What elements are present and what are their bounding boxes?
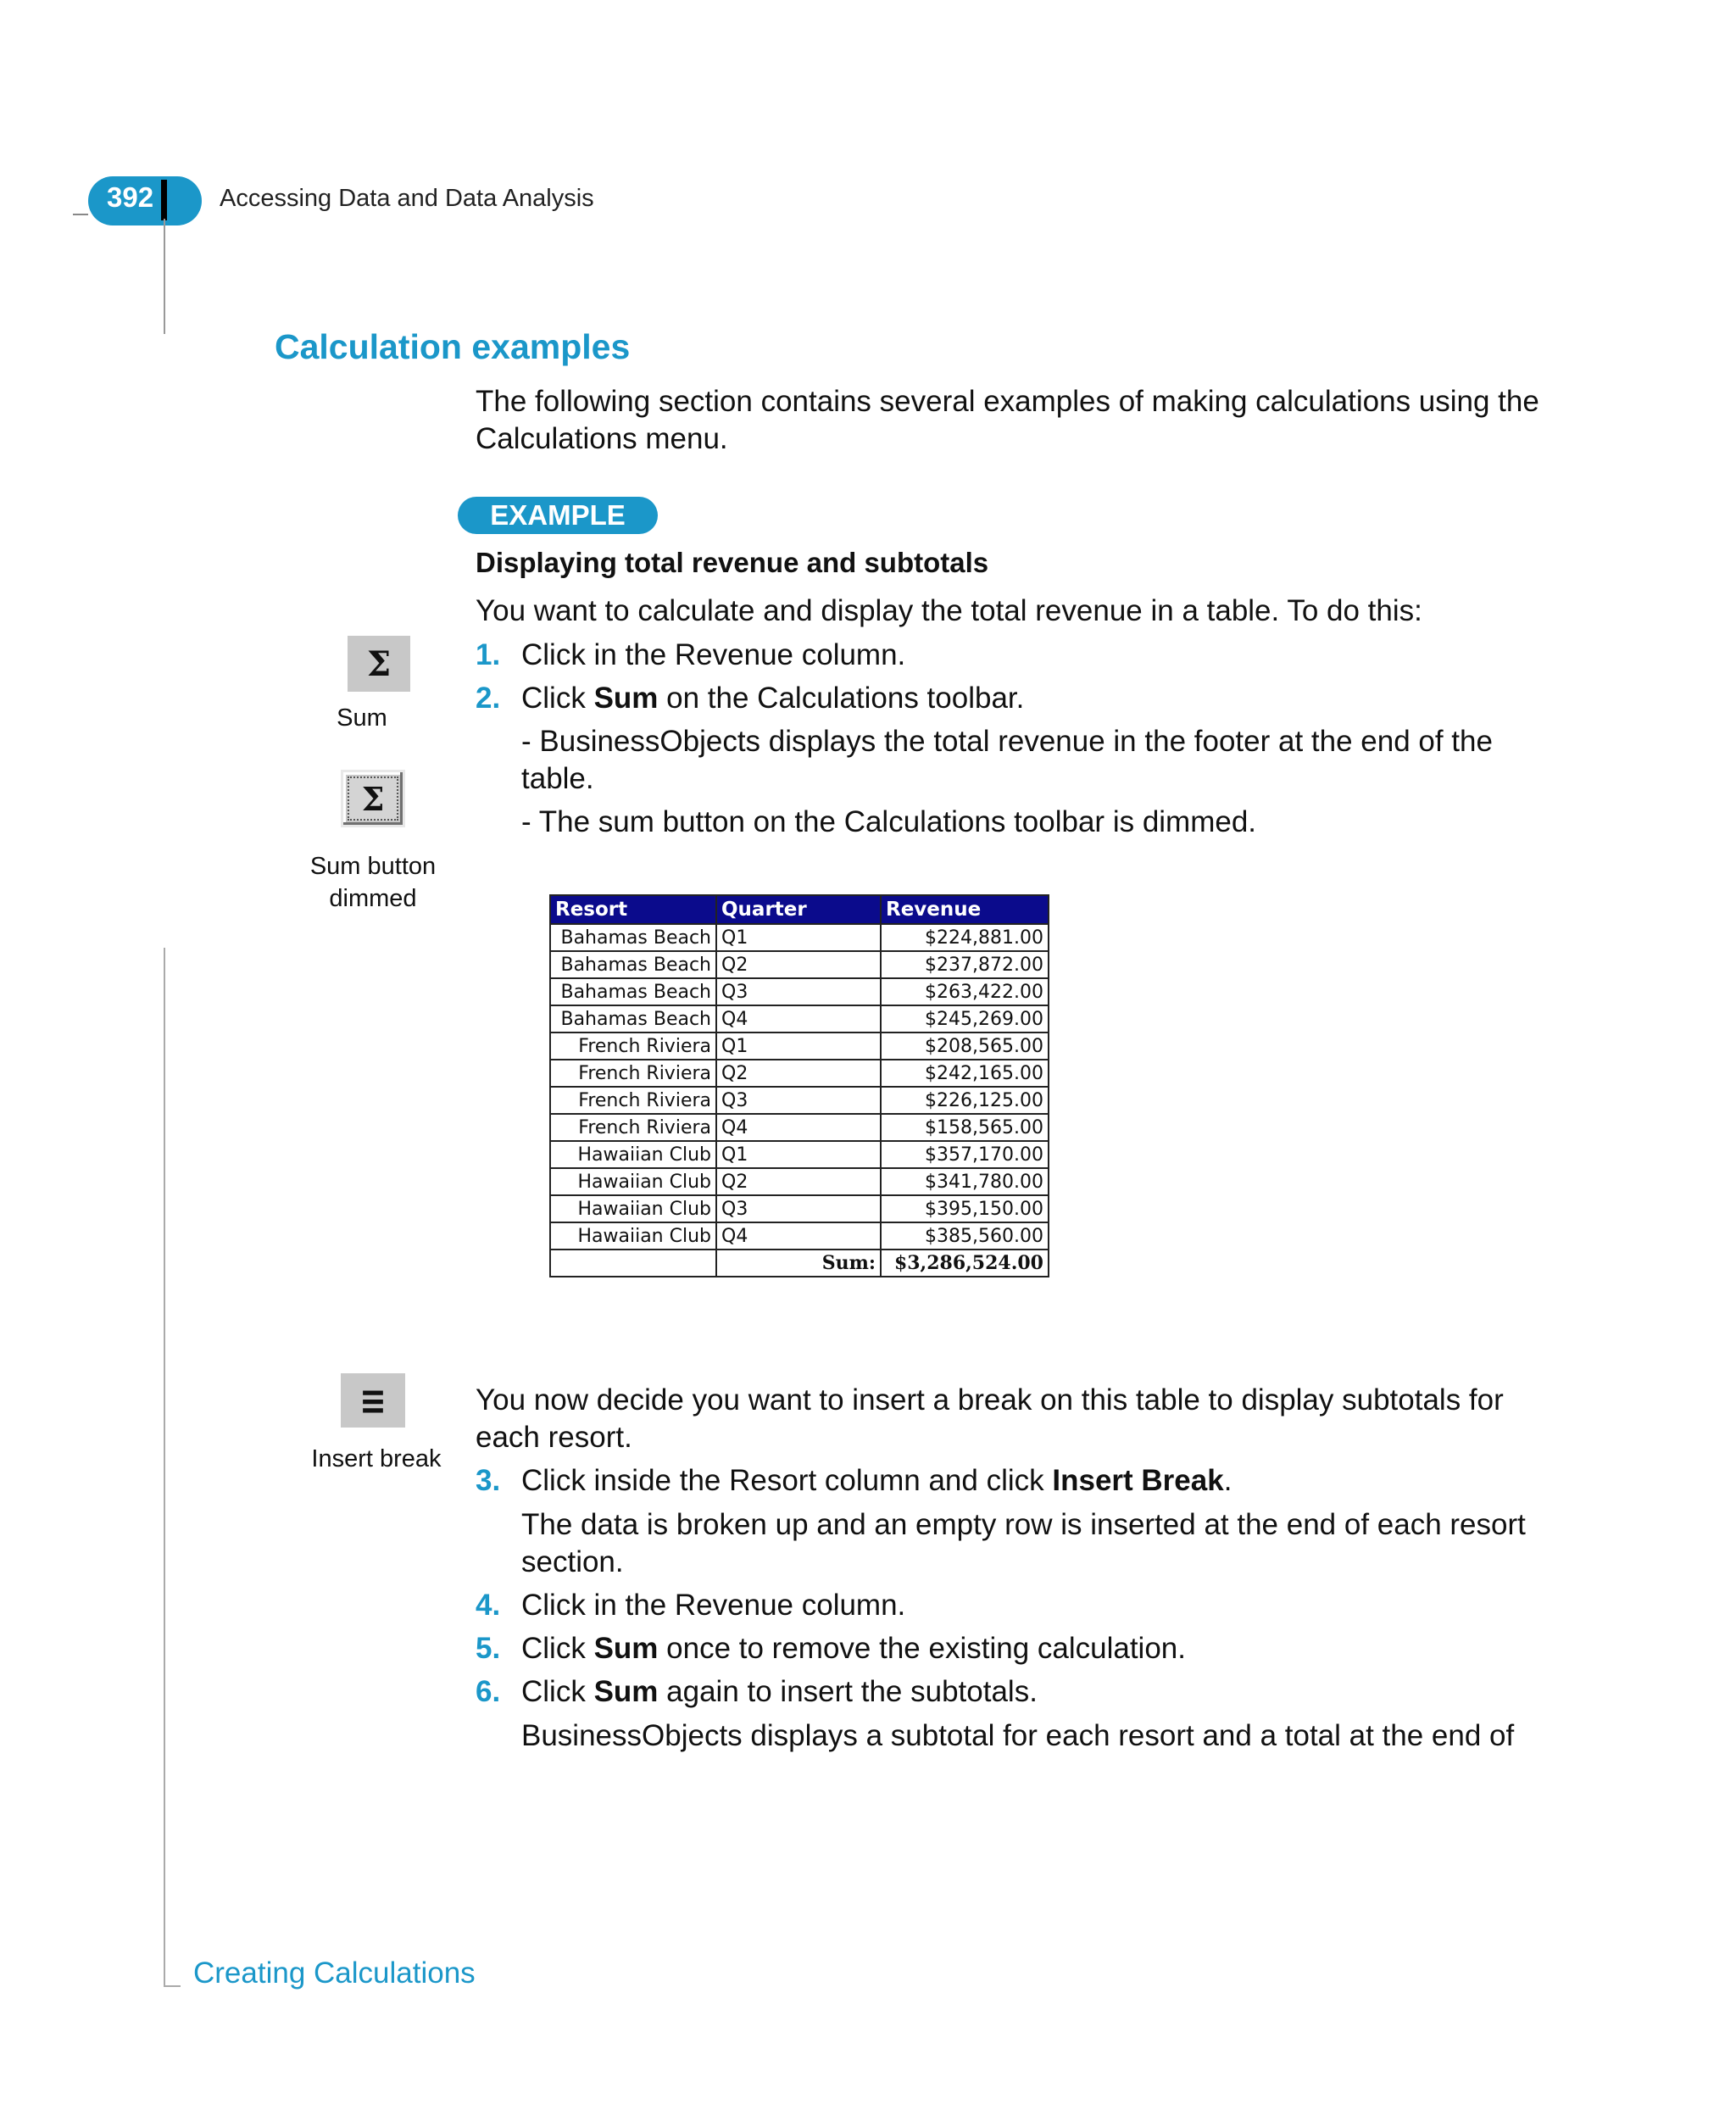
revenue-table — [549, 894, 1049, 1277]
sum-empty-cell — [550, 1250, 716, 1277]
example-title: Displaying total revenue and subtotals — [476, 547, 989, 578]
sum-dimmed-caption: Sum button dimmed — [309, 853, 437, 912]
page-number-divider — [161, 180, 167, 220]
revenue-cell: $395,150.00 — [881, 1195, 1049, 1222]
example-lead: You want to calculate and display the total revenue in a table. To do this: — [476, 594, 1422, 627]
page-number: 392 — [107, 181, 154, 213]
step-text: Click inside the Resort column and click Insert Break. — [521, 1464, 1232, 1497]
sum-icon: Σ — [348, 636, 410, 692]
table-row — [550, 1141, 1049, 1168]
quarter-cell: Q3 — [716, 978, 881, 1005]
quarter-cell: Q1 — [716, 924, 881, 951]
quarter-cell: Q1 — [716, 1141, 881, 1168]
step-text: Click Sum again to insert the subtotals. — [521, 1675, 1038, 1708]
revenue-cell: $158,565.00 — [881, 1114, 1049, 1141]
revenue-cell: $245,269.00 — [881, 1005, 1049, 1033]
table-row — [550, 1033, 1049, 1060]
sum-dimmed-icon: Σ — [348, 776, 398, 821]
resort-cell: Bahamas Beach — [550, 1005, 716, 1033]
step-number: 3. — [476, 1464, 501, 1497]
table-row — [550, 1168, 1049, 1195]
sum-value: $3,286,524.00 — [881, 1250, 1049, 1277]
revenue-cell: $226,125.00 — [881, 1087, 1049, 1114]
bullet-total-footer: - BusinessObjects displays the total revenue in the footer at the end of the table. — [521, 725, 1493, 795]
table-row — [550, 1060, 1049, 1087]
table-row — [550, 1005, 1049, 1033]
quarter-cell: Q1 — [716, 1033, 881, 1060]
margin-rule-bottom — [164, 948, 165, 1987]
step-text: Click Sum once to remove the existing calculation. — [521, 1632, 1186, 1665]
table-row — [550, 1222, 1049, 1250]
example-badge: EXAMPLE — [458, 497, 658, 534]
followup-paragraph: You now decide you want to insert a break on this table to display subtotals for each resort. — [476, 1383, 1504, 1454]
header-rule — [73, 214, 88, 215]
quarter-cell: Q2 — [716, 1060, 881, 1087]
table-row — [550, 1195, 1049, 1222]
resort-cell: French Riviera — [550, 1060, 716, 1087]
quarter-cell: Q2 — [716, 1168, 881, 1195]
sum-row — [550, 1250, 1049, 1277]
revenue-cell: $224,881.00 — [881, 924, 1049, 951]
quarter-cell: Q2 — [716, 951, 881, 978]
resort-cell: French Riviera — [550, 1087, 716, 1114]
footer-chapter-title: Creating Calculations — [193, 1956, 476, 1990]
revenue-cell: $237,872.00 — [881, 951, 1049, 978]
resort-cell: French Riviera — [550, 1114, 716, 1141]
step-3-note: The data is broken up and an empty row is inserted at the end of each resort section. — [521, 1508, 1526, 1578]
revenue-cell: $263,422.00 — [881, 978, 1049, 1005]
closing-text: BusinessObjects displays a subtotal for each resort and a total at the end of — [521, 1719, 1515, 1752]
revenue-cell: $385,560.00 — [881, 1222, 1049, 1250]
table-row — [550, 1087, 1049, 1114]
step-number: 2. — [476, 682, 501, 715]
step-number: 4. — [476, 1589, 501, 1622]
header-resort: Resort — [550, 895, 716, 924]
section-heading: Calculation examples — [275, 327, 631, 366]
resort-cell: Hawaiian Club — [550, 1168, 716, 1195]
revenue-cell: $341,780.00 — [881, 1168, 1049, 1195]
step-number: 6. — [476, 1675, 501, 1708]
header-revenue: Revenue — [881, 895, 1049, 924]
step-text: Click Sum on the Calculations toolbar. — [521, 682, 1025, 715]
margin-rule-top — [164, 219, 165, 334]
resort-cell: Hawaiian Club — [550, 1141, 716, 1168]
sum-caption: Sum — [337, 704, 387, 732]
table-row — [550, 924, 1049, 951]
bullet-sum-dimmed: - The sum button on the Calculations toolbar is dimmed. — [521, 805, 1257, 838]
resort-cell: Bahamas Beach — [550, 951, 716, 978]
insert-break-caption: Insert break — [311, 1445, 442, 1472]
running-title: Accessing Data and Data Analysis — [220, 185, 594, 212]
resort-cell: Hawaiian Club — [550, 1195, 716, 1222]
step-number: 5. — [476, 1632, 501, 1665]
table-header-row — [550, 895, 1049, 924]
footer-rule — [164, 1985, 181, 1987]
step-text: Click in the Revenue column. — [521, 638, 906, 671]
resort-cell: Bahamas Beach — [550, 978, 716, 1005]
resort-cell: Hawaiian Club — [550, 1222, 716, 1250]
table-row — [550, 1114, 1049, 1141]
sum-label: Sum: — [716, 1250, 881, 1277]
section-intro: The following section contains several examples of making calculations using the Calculations menu. — [476, 385, 1539, 455]
table-row — [550, 978, 1049, 1005]
quarter-cell: Q4 — [716, 1222, 881, 1250]
insert-break-icon: ≡ — [341, 1373, 405, 1428]
revenue-cell: $357,170.00 — [881, 1141, 1049, 1168]
quarter-cell: Q4 — [716, 1114, 881, 1141]
header-quarter: Quarter — [716, 895, 881, 924]
quarter-cell: Q3 — [716, 1195, 881, 1222]
table-row — [550, 951, 1049, 978]
step-number: 1. — [476, 638, 501, 671]
revenue-cell: $242,165.00 — [881, 1060, 1049, 1087]
quarter-cell: Q3 — [716, 1087, 881, 1114]
step-text: Click in the Revenue column. — [521, 1589, 906, 1622]
revenue-cell: $208,565.00 — [881, 1033, 1049, 1060]
quarter-cell: Q4 — [716, 1005, 881, 1033]
resort-cell: Bahamas Beach — [550, 924, 716, 951]
resort-cell: French Riviera — [550, 1033, 716, 1060]
